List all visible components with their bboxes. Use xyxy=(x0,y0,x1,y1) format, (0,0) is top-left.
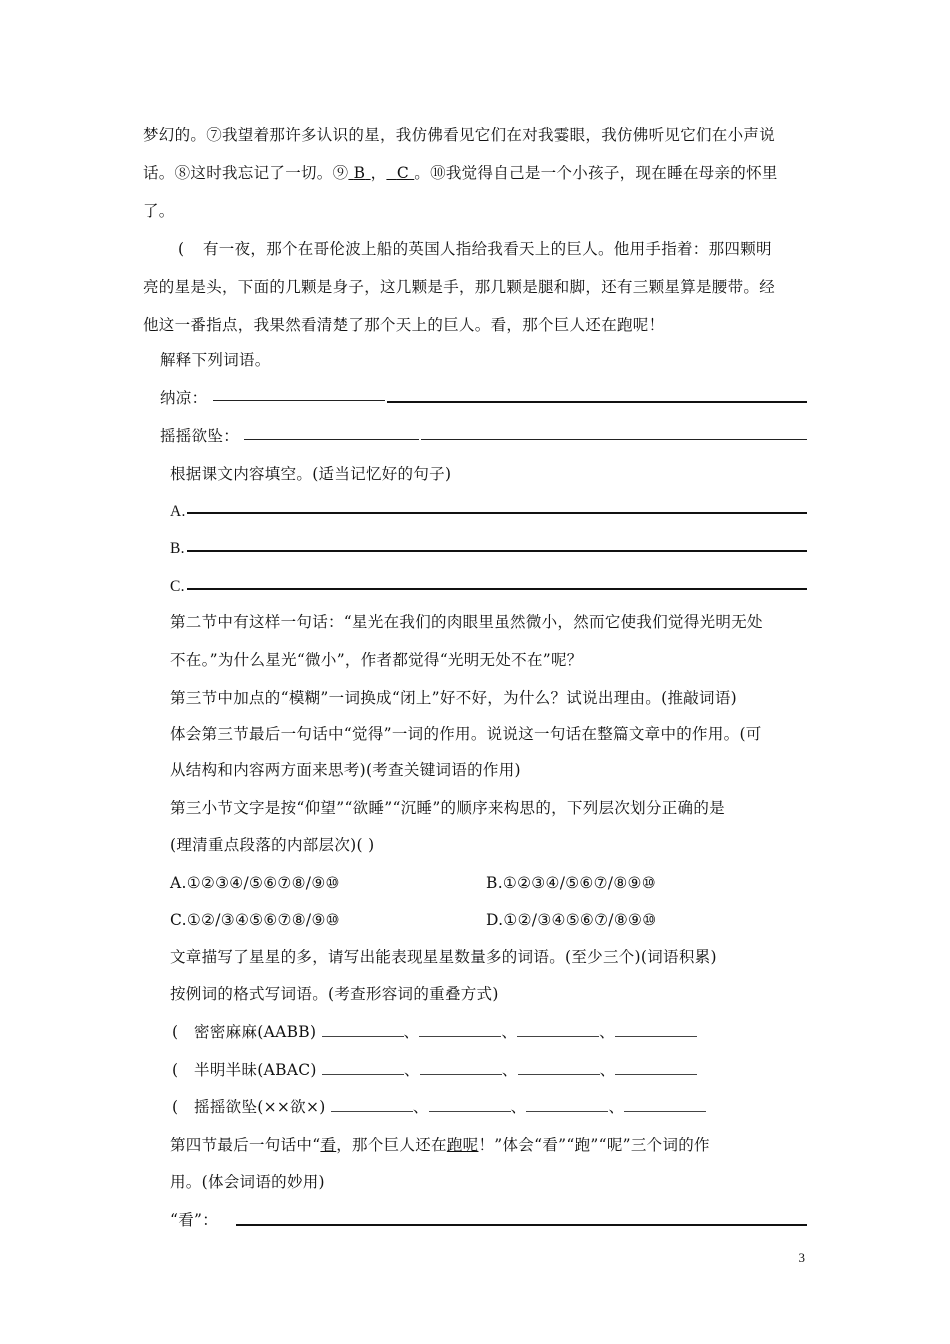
passage-line-2-text: 话。⑧这时我忘记了一切。⑨ xyxy=(143,164,349,182)
fill-line-b[interactable] xyxy=(187,550,807,552)
question-2-line-1: 第二节中有这样一句话：“星光在我们的肉眼里虽然微小，然而它使我们觉得光明无处 xyxy=(170,613,763,631)
fill-label-a: A. xyxy=(170,503,186,520)
passage-line-2: 话。⑧这时我忘记了一切。⑨ B ， C 。⑩我觉得自己是一个小孩子，现在睡在母亲的怀里 xyxy=(143,164,778,182)
blank-c: C xyxy=(396,164,410,182)
passage-line-1: 梦幻的。⑦我望着那许多认识的星，我仿佛看见它们在对我霎眼，我仿佛听见它们在小声说 xyxy=(143,126,776,144)
question-7: 按例词的格式写词语。(考查形容词的重叠方式) xyxy=(170,985,499,1003)
question-4-line-2: 从结构和内容两方面来思考)(考查关键词语的作用) xyxy=(170,761,521,779)
para4-line-1: 有一夜，那个在哥伦波上船的英国人指给我看天上的巨人。他用手指着：那四颗明 xyxy=(203,240,772,258)
blank[interactable] xyxy=(624,1097,706,1112)
answer-line-2[interactable] xyxy=(421,439,807,440)
fill-line-a[interactable] xyxy=(187,512,807,514)
answer-line-thin-2[interactable] xyxy=(244,439,419,440)
option-b[interactable]: B.①②③④/⑤⑥⑦/⑧⑨⑩ xyxy=(486,874,656,892)
para4-line-2: 亮的星是头，下面的几颗是身子，这几颗是手，那几颗是腿和脚，还有三颗星算是腰带。经 xyxy=(143,278,776,296)
blank[interactable] xyxy=(615,1060,697,1075)
question-3: 第三节中加点的“模糊”一词换成“闭上”好不好，为什么？试说出理由。(推敲词语) xyxy=(170,689,737,707)
blank[interactable] xyxy=(419,1022,501,1037)
answer-line-1[interactable] xyxy=(387,401,807,403)
example-2: ( 半明半昧(ABAC) 、 、 、 xyxy=(172,1060,697,1080)
blank[interactable] xyxy=(331,1097,413,1112)
example-3: ( 摇摇欲坠(××欲×) 、 、 、 xyxy=(172,1097,706,1117)
example-1: ( 密密麻麻(AABB) 、 、 、 xyxy=(172,1022,697,1042)
fill-label-b: B. xyxy=(170,540,185,557)
kan-label: “看”： xyxy=(170,1211,219,1229)
option-c[interactable]: C.①②/③④⑤⑥⑦⑧/⑨⑩ xyxy=(170,911,340,929)
question-6: 文章描写了星星的多，请写出能表现星星数量多的词语。(至少三个)(词语积累) xyxy=(170,948,717,966)
blank-b: B xyxy=(353,164,366,182)
fill-line-c[interactable] xyxy=(187,588,807,590)
blank[interactable] xyxy=(420,1060,502,1075)
para4-mark: ( xyxy=(178,240,185,258)
blank[interactable] xyxy=(322,1060,404,1075)
fill-label-c: C. xyxy=(170,578,185,595)
passage-line-3: 了。 xyxy=(143,202,175,220)
question-4-line-1: 体会第三节最后一句话中“觉得”一词的作用。说说这一句话在整篇文章中的作用。(可 xyxy=(170,725,762,743)
question-fill: 根据课文内容填空。(适当记忆好的句子) xyxy=(170,465,452,483)
blank[interactable] xyxy=(429,1097,511,1112)
question-5-line-2: (理清重点段落的内部层次)( ) xyxy=(170,836,375,854)
question-8-line-2: 用。(体会词语的妙用) xyxy=(170,1173,325,1191)
answer-line-thin-1[interactable] xyxy=(213,400,385,401)
blank[interactable] xyxy=(615,1022,697,1037)
kan-answer-line[interactable] xyxy=(236,1224,807,1226)
option-d[interactable]: D.①②/③④⑤⑥⑦/⑧⑨⑩ xyxy=(486,911,657,929)
word-label-2: 摇摇欲坠： xyxy=(160,427,240,445)
question-8-line-1: 第四节最后一句话中“看，那个巨人还在跑呢！”体会“看”“跑”“呢”三个词的作 xyxy=(170,1136,710,1154)
question-2-line-2: 不在。”为什么星光“微小”，作者都觉得“光明无处不在”呢？ xyxy=(170,651,583,669)
para4-line-3: 他这一番指点，我果然看清楚了那个天上的巨人。看，那个巨人还在跑呢！ xyxy=(143,316,665,334)
blank[interactable] xyxy=(526,1097,608,1112)
page-number: 3 xyxy=(798,1250,805,1265)
question-5-line-1: 第三小节文字是按“仰望”“欲睡”“沉睡”的顺序来构思的，下列层次划分正确的是 xyxy=(170,799,725,817)
blank[interactable] xyxy=(517,1022,599,1037)
question-explain: 解释下列词语。 xyxy=(160,351,271,369)
blank[interactable] xyxy=(518,1060,600,1075)
blank[interactable] xyxy=(322,1022,404,1037)
word-label-1: 纳凉： xyxy=(160,389,208,407)
option-a[interactable]: A.①②③④/⑤⑥⑦⑧/⑨⑩ xyxy=(170,874,340,892)
